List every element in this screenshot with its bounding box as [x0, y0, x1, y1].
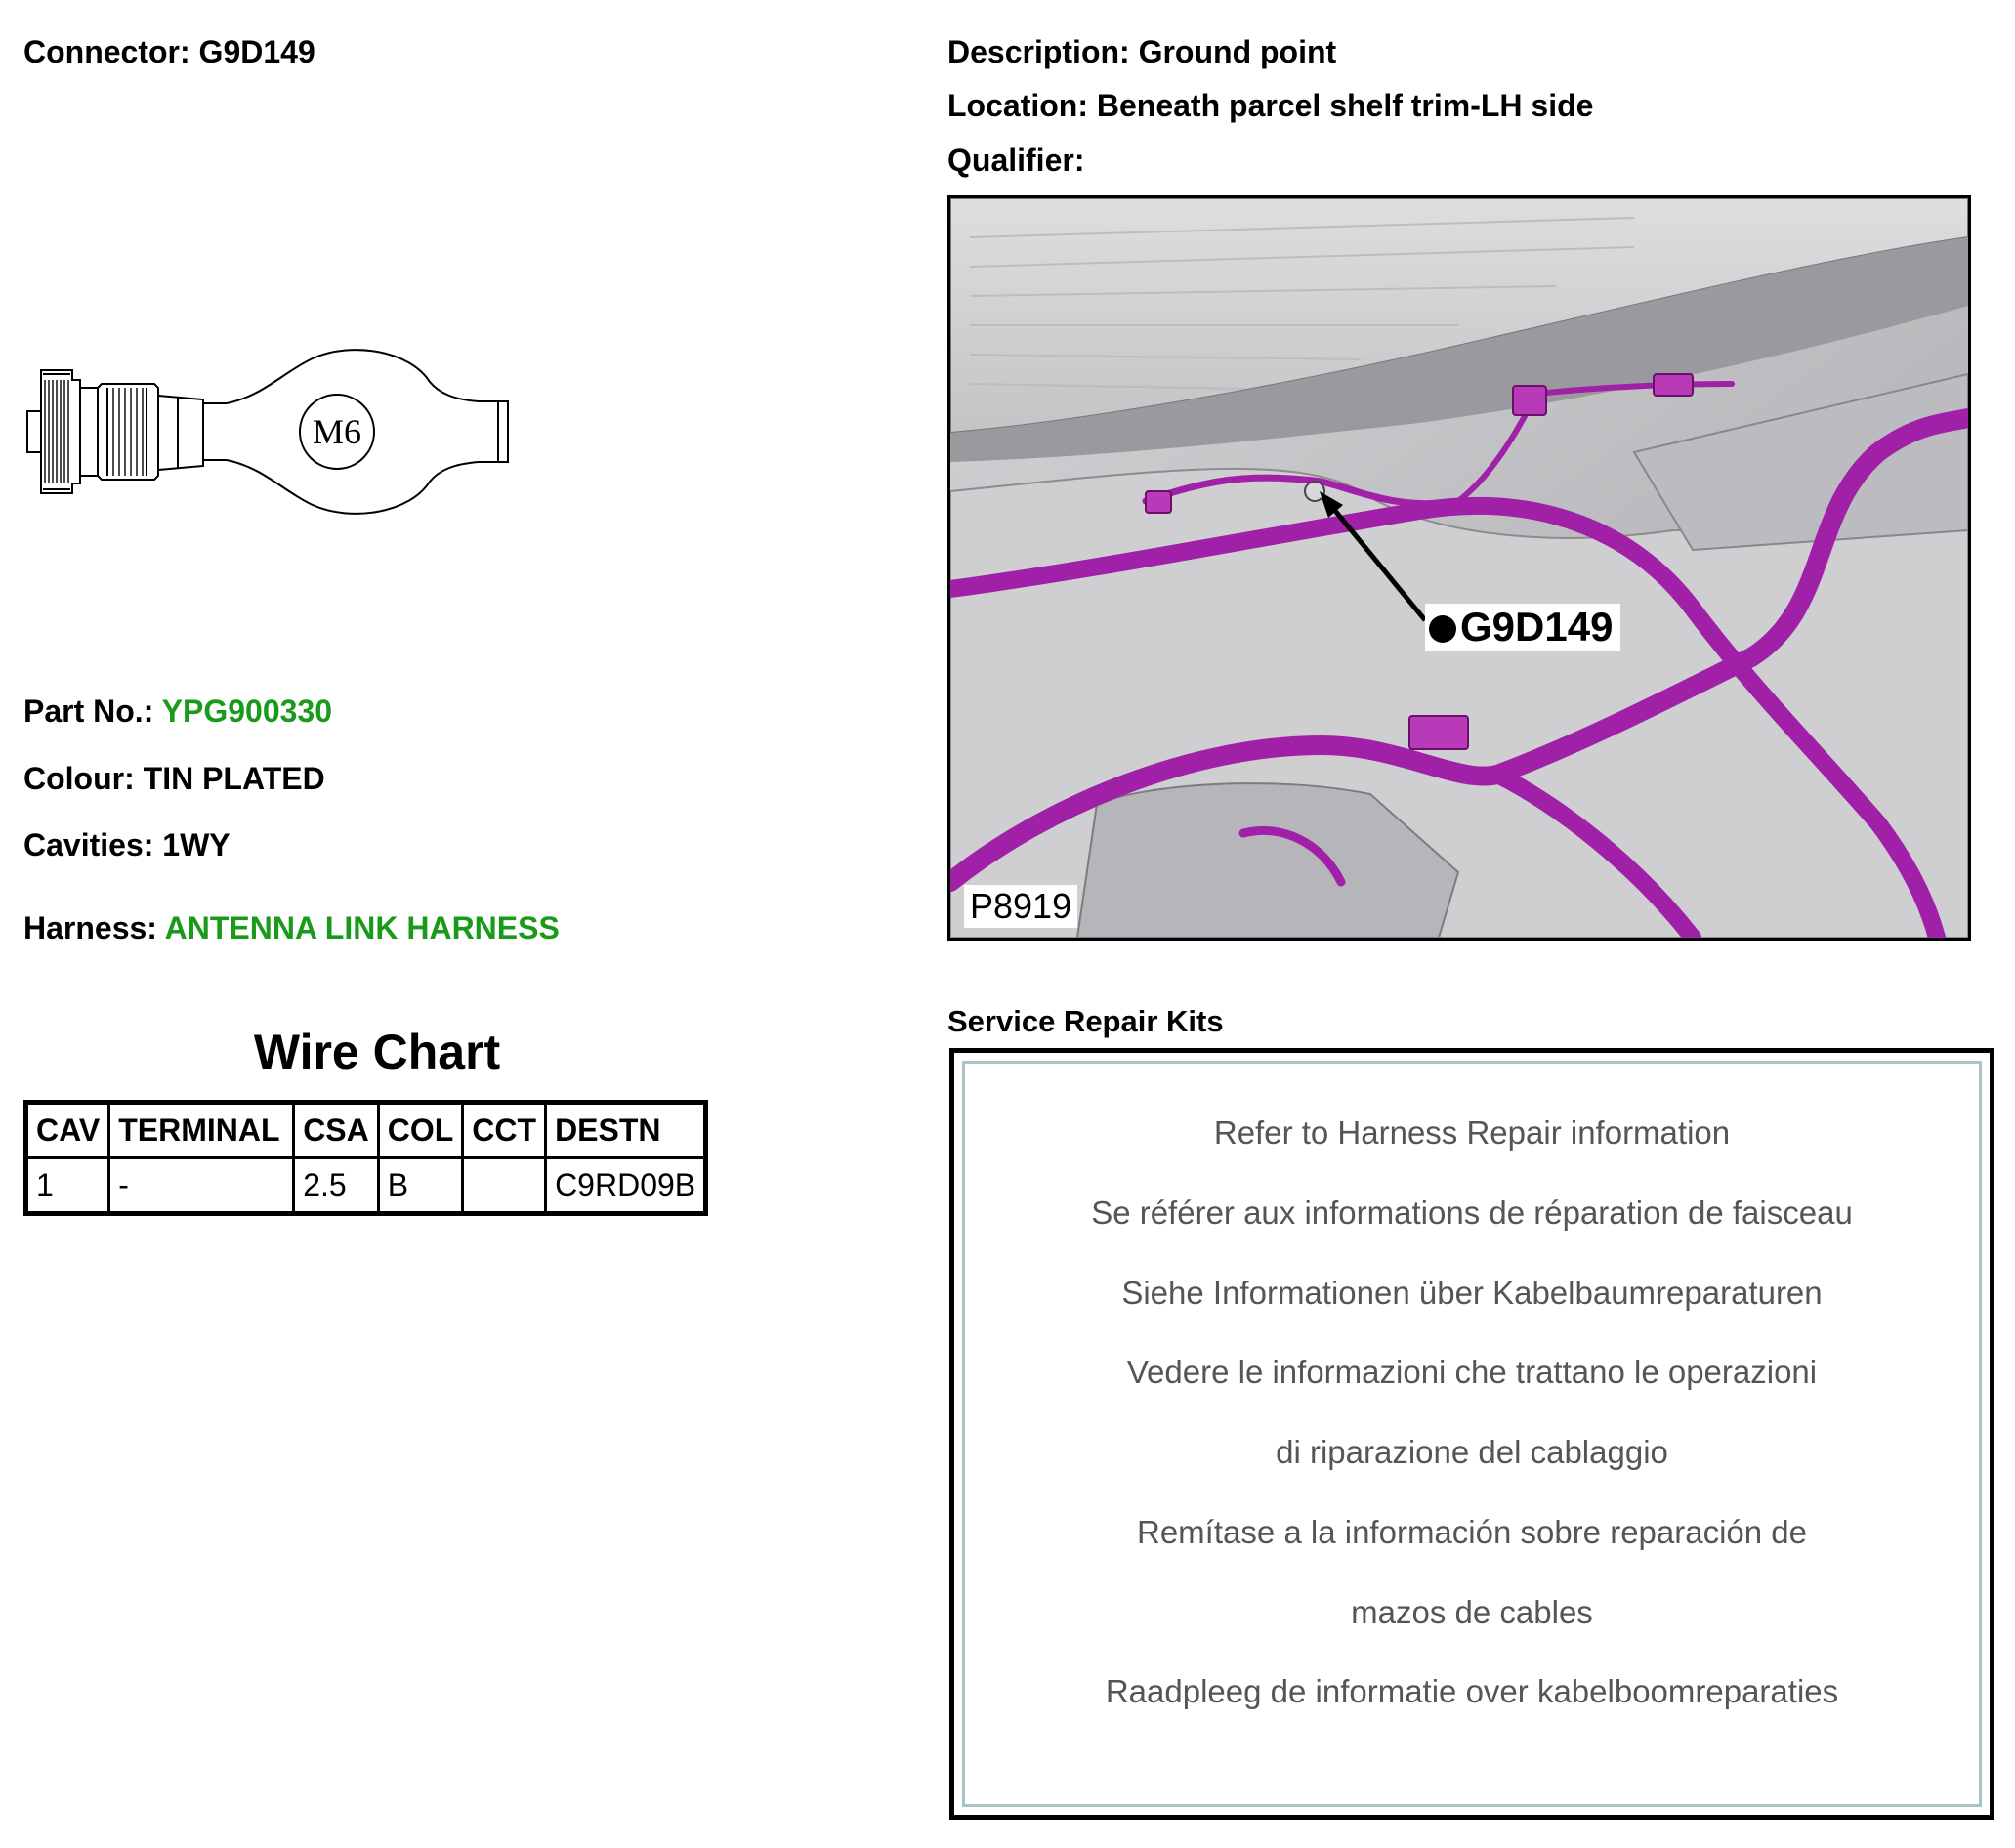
- table-header-row: [26, 1103, 706, 1158]
- callout-dot-icon: [1429, 615, 1456, 643]
- repair-line-nl: Raadpleeg de informatie over kabelboomreparaties: [1105, 1673, 1839, 1709]
- service-repair-kits-panel: [949, 1048, 1994, 1820]
- colour-field: [23, 761, 325, 797]
- wire-chart-table: [23, 1100, 708, 1216]
- repair-line-fr: Se référer aux informations de réparation de faisceau: [1091, 1195, 1853, 1231]
- cell-col: B: [378, 1158, 463, 1214]
- table-row: [26, 1158, 706, 1214]
- connector-label: Connector:: [23, 34, 190, 69]
- stud-size-label: M6: [312, 412, 362, 451]
- connector-field: [23, 34, 315, 70]
- column-header-terminal: TERMINAL: [109, 1103, 294, 1158]
- wire-chart-title: Wire Chart: [253, 1025, 501, 1079]
- figure-number: P8919: [964, 885, 1077, 928]
- cell-terminal: -: [109, 1158, 294, 1214]
- description-field: [947, 34, 1336, 70]
- service-repair-kits-title: Service Repair Kits: [947, 1004, 1224, 1038]
- description-label: Description:: [947, 34, 1130, 69]
- location-value: Beneath parcel shelf trim-LH side: [1096, 88, 1594, 123]
- location-illustration: [947, 195, 1971, 941]
- vehicle-illustration: [950, 198, 1968, 938]
- colour-value: TIN PLATED: [143, 761, 325, 796]
- column-header-csa: CSA: [294, 1103, 379, 1158]
- connector-value: G9D149: [198, 34, 315, 69]
- cell-csa: 2.5: [294, 1158, 379, 1214]
- column-header-cct: CCT: [463, 1103, 546, 1158]
- repair-line-it-1: Vedere le informazioni che trattano le operazioni: [1126, 1354, 1818, 1390]
- cell-destn: C9RD09B: [546, 1158, 706, 1214]
- cell-cct: [463, 1158, 546, 1214]
- repair-line-es-1: Remítase a la información sobre reparación de: [1136, 1514, 1808, 1550]
- location-field: [947, 88, 1593, 124]
- cavities-label: Cavities:: [23, 827, 154, 862]
- colour-label: Colour:: [23, 761, 135, 796]
- callout-text: G9D149: [1460, 604, 1614, 650]
- qualifier-field: [947, 143, 1084, 179]
- qualifier-label: Qualifier:: [947, 143, 1085, 178]
- column-header-col: COL: [378, 1103, 463, 1158]
- column-header-destn: DESTN: [546, 1103, 706, 1158]
- ground-point-callout: [1425, 604, 1620, 651]
- part-no-field: [23, 693, 332, 730]
- harness-link[interactable]: ANTENNA LINK HARNESS: [164, 910, 560, 945]
- repair-line-de: Siehe Informationen über Kabelbaumreparaturen: [1121, 1275, 1823, 1311]
- cavities-value: 1WY: [162, 827, 231, 862]
- location-label: Location:: [947, 88, 1088, 123]
- column-header-cav: CAV: [26, 1103, 109, 1158]
- ring-terminal-drawing: [20, 327, 518, 537]
- repair-line-en: Refer to Harness Repair information: [1213, 1114, 1731, 1151]
- repair-info-frame: [962, 1061, 1982, 1807]
- cavities-field: [23, 827, 231, 863]
- harness-label: Harness:: [23, 910, 157, 945]
- part-no-label: Part No.:: [23, 693, 154, 729]
- description-value: Ground point: [1138, 34, 1337, 69]
- repair-line-it-2: di riparazione del cablaggio: [1276, 1434, 1668, 1470]
- cell-cav: 1: [26, 1158, 109, 1214]
- repair-line-es-2: mazos de cables: [1351, 1594, 1593, 1630]
- part-no-link[interactable]: YPG900330: [161, 693, 333, 729]
- harness-field: [23, 910, 560, 946]
